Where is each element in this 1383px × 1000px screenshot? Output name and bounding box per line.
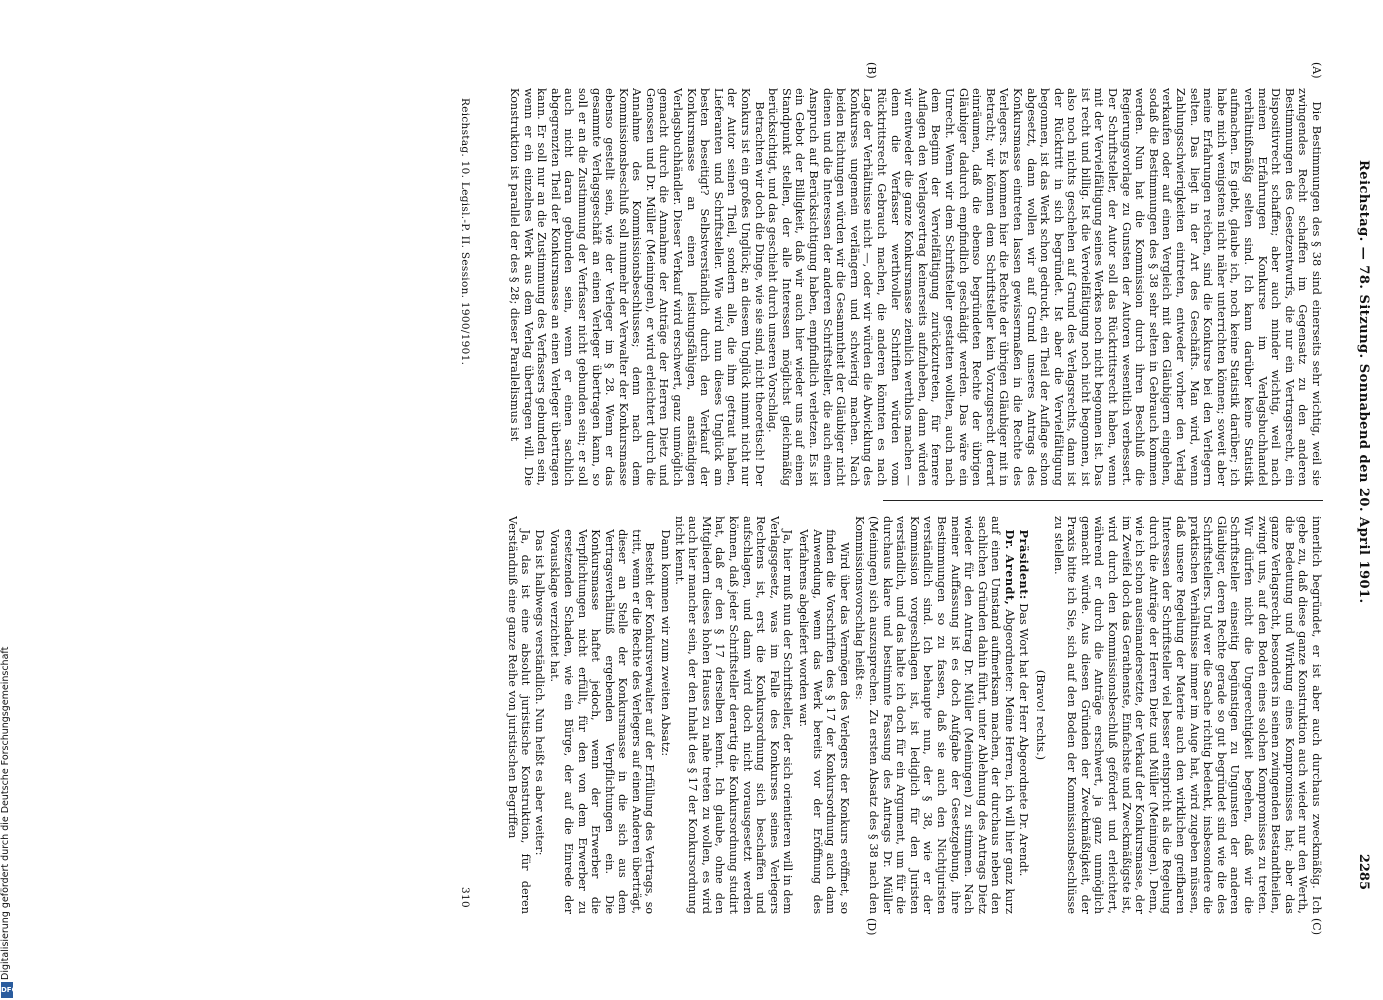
paragraph: Betrachten wir doch die Dinge, wie sie sind, nicht theoretisch! Der Konkurs ist ein großes Unglück; an diesem Unglück nimmt nicht nur der Autor seinen Theil, sondern alle, die ihm getraut haben, Lieferanten und Schriftsteller. Wie wird nun dieses Unglück am besten beseitigt? Selbstverständlich durch den Verkauf der Konkursmasse an einen leistungsfähigen, anständigen Verlagsbuchhändler. Dieser Verkauf wird erschwert, ganz unmöglich gemacht durch die Annahme der Anträge der Herren Dietz und Genossen und Dr. Müller (Meiningen), er wird erleichtert durch die Annahme des Kommissionsbeschlusses; denn nach dem Kommissionsbeschluß soll nunmehr der Verwalter der Konkursmasse ebenso gestellt sein, wie der Verleger im § 28. Wenn er das gesammte Verlagsgeschäft an einen Verleger übertragen kann, so soll er an die Zustimmung der Verfasser nicht gebunden sein; er soll auch nicht daran gebunden sein, wenn er einen sachlich abgegrenzten Theil der Konkursmasse an einen Verleger übertragen kann. Er soll nur an die Zustimmung des Verfassers gebunden sein, wenn er ein einzelnes Werk aus dem Verlag übertragen will. Die Konstruktion ist parallel der des § 28; dieser Parallelismus ist (507, 88, 766, 486)
digitization-credit (0, 600, 18, 1000)
margin-marker-a: (A) (1310, 62, 1323, 79)
paragraph: Das ist halbwegs verständlich. Nun heißt es aber weiter: (532, 529, 546, 856)
quote-text: Wird über das Vermögen des Verlegers der Konkurs eröffnet, so finden die Vorschriften des § 17 der Konkursordnung auch dann Anwendung, wenn das Werk bereits vor der Eröffnung des Verfahrens abgeliefert worden war. (797, 529, 851, 914)
right-column (478, 516, 1323, 914)
paragraph: Die Bestimmungen des § 38 sind einerseits sehr wichtig, weil sie zwingendes Recht schaffen im Gegensatz zu den anderen Bestimmungen des Gesetzentwurfs, die nur ein Vertragsrecht, ein Dispositivrecht schaffen; aber auch minder wichtig, weil nach meinen Erfahrungen Konkurse im Verlagsbuchhandel verhältnißmäßig selten sind. Ich kann darüber keine Statistik aufmachen. Es giebt, glaube ich, noch keine Statistik darüber; ich habe mich wenigstens nicht näher unterrichten können; soweit aber meine Erfahrungen reichen, sind die Konkurse bei den Verlegern selten. Das liegt in der Art des Geschäfts. Man wird, wenn Zahlungsschwierigkeiten eintreten, entweder vorher den Verlag verkaufen oder auf einen Vergleich mit den Gläubigern eingehen, sodaß die Bestimmungen des § 38 sehr selten in Gebrauch kommen werden. Nun hat die Kommission durch ihren Beschluß die Regierungsvorlage zu Gunsten der Autoren wesentlich verbessert. Der Schriftsteller, der Autor soll das Rücktrittsrecht haben, wenn mit der Vervielfältigung seines Werkes noch nicht begonnen ist. Das ist recht und billig. Ist die Vervielfältigung noch nicht begonnen, ist also noch nichts geschehen auf Grund des Verlagsrechts, dann ist der Rücktritt in sich begründet. Ist aber die Vervielfältigung begonnen, ist das Werk schon gedruckt, ein Theil der Auflage schon abgesetzt, dann wollen wir auf Grund unseres Antrags des Konkursmasse eintreten lassen gewissermaßen in die Rechte des Verlegers. Es kommen hier die Rechte der übrigen Gläubiger mit in Betracht; wir können dem Schriftsteller kein Vorzugsrecht derart einräumen, daß die ebenso begründeten Rechte der übrigen Gläubiger dadurch empfindlich geschädigt werden. Das wäre ein Unrecht. Wenn wir dem Schriftsteller gestatten wollten, auch nach dem Beginn der Vervielfältigung zurückzutreten, für fernere Auflagen den Verlagsvertrag keinerseits aufzuheben, dann würden wir entweder die ganze Konkursmasse ziemlich werthlos machen — denn die Verfasser werthvoller Schriften würden vom Rücktrittsrecht Gebrauch machen, die anderen könnten es nach Lage der Verhältnisse nicht —, oder wir würden die Abwicklung des Konkurses ungemein verlängern und schwierig machen. Nach beiden Richtungen würden wir die Gesammtheit der Gläubiger nicht dienen und die Interessen der anderen Schriftsteller, die auch einen Anspruch auf Berücksichtigung haben, empfindlich verletzen. Es ist ein Gebot der Billigkeit, daß wir auch hier wieder uns auf einen Standpunkt stellen, der alle Interessen möglichst gleichmäßig berücksichtigt, und das geschieht durch unseren Vorschlag. (766, 88, 1323, 486)
speaker-text: Abgeordneter: Meine Herren, ich will hier ganz kurz auf einen Umstand aufmerksam machen, der durchaus neben den sachlichen Gründen dahin führt, unter Ablehnung des Antrags Dietz wieder für den Antrag Dr. Müller (Meiningen) zu stimmen. Nach meiner Auffassung ist es doch Aufgabe der Gesetzgebung, ihre Bestimmungen so zu fassen, daß sie auch den Nichtjuristen verständlich sind. Ich behaupte nun, der § 38, wie er der Kommission vorgeschlagen ist, ist lediglich für den Juristen verständlich, und das halte ich doch für ein Argument, um für die durchaus klare und bestimmte Fassung des Antrags Dr. Müller (Meiningen) sich auszusprechen. Zu ersten Absatz des § 38 nach den Kommissionsvorschlag heißt es: (853, 516, 1016, 914)
margin-marker-d: (D) (865, 918, 878, 936)
president-statement (1016, 516, 1030, 914)
margin-marker-b: (B) (865, 62, 878, 79)
paragraph: Ja, das ist eine absolut juristische Konstruktion, für deren Verständniß eine ganze Reihe von juristischen Begriffen (505, 516, 533, 914)
paragraph: Ja, hier muß nun der Schriftsteller, der sich orientieren will in dem Verlagsgesetz, was im Falle des Konkurses seines Verlegers Rechtens ist, erst die Konkursordnung sich beschaffen und aufschlagen, und dann wird doch nicht vorausgesetzt werden können, daß jeder Schriftsteller derartig die Konkursordnung studirt hat, daß er den § 17 derselben kennt. Ich glaube, ohne den Mitgliedern dieses hohen Hauses zu nahe treten zu wollen, es wird auch hier mancher sein, der den Inhalt des § 17 der Konkursordnung nicht kennt. (672, 516, 795, 914)
footer-session: Reichstag. 10. Legisl.-P. II. Session. 1900/1901. (459, 98, 471, 366)
quote-block (796, 529, 850, 914)
president-text: Das Wort hat der Herr Abgeordnete Dr. Arendt. (1016, 603, 1030, 877)
margin-marker-c: (C) (1310, 918, 1323, 935)
dfg-logo: DFG (1, 982, 13, 998)
footer-sheet-number: 310 (459, 887, 471, 908)
column-divider (883, 500, 1323, 501)
paragraph: innerlich begründet, er ist aber auch durchaus zweckmäßig. Ich gebe zu, daß diese ganze Konstruktion auch wieder nur den Werth, die Bedeutung und Wirkung eines Kompromisses hat; aber das ganze Verlagsrecht, besonders in seinen zwingenden Bestandtheilen, zwingt uns, auf den Boden eines solchen Kompromisses zu treten. Wir dürfen nicht die Ungerechtigkeit begehen, daß wir die Schriftsteller einseitig begünstigen zu Ungunsten der anderen Gläubiger, deren Rechte gerade so gut begründet sind wie die des Schriftstellers. Und wer die Sache richtig bedenkt, insbesondere die praktischen Verhältnisse immer im Auge hat, wird zugeben müssen, daß unsere Regelung der Materie auch den wirklichen greifbaren Interessen der Schriftsteller viel besser entspricht als die Regelung durch die Anträge der Herren Dietz und Müller (Meiningen). Denn, wie ich schon auseinandersetzte, der Verkauf der Konkursmasse, der im Zweifel doch das Gerathenste, Einfachste und Zweckmäßigste ist, wird durch den Kommissionsbeschluß gefördert und erleichtert, während er durch die Anträge erschwert, ja ganz unmöglich gemacht würde. Aus diesen Gründen der Zweckmäßigkeit, der Praxis bitte ich Sie, sich auf den Boden der Kommissionsbeschlüsse zu stellen. (1051, 516, 1323, 914)
applause-note: (Bravo! rechts.) (1034, 669, 1048, 761)
quote-text: Besteht der Konkursverwalter auf der Erfüllung des Vertrags, so tritt, wenn er die Rechte des Verlegers auf einen Anderen überträgt, dieser an Stelle der Konkursmasse in die sich aus dem Vertragsverhältniß ergebenden Verpflichtungen ein. Die Konkursmasse haftet jedoch, wenn der Erwerber die Verpflichtungen nicht erfüllt, für den von dem Erwerber zu ersetzenden Schaden, wie ein Bürge, der auf die Einrede der Vorausklage verzichtet hat. (548, 529, 657, 914)
speaker-statement (853, 516, 1016, 914)
quote-block (548, 529, 657, 914)
speaker-label: Dr. Arendt, (1002, 529, 1017, 606)
page-title: Reichstag. — 78. Sitzung. Sonnabend den 20. April 1901. (1356, 160, 1371, 604)
paragraph: Dann kommen wir zum zweiten Absatz: (659, 529, 673, 757)
page-number: 2285 (1356, 853, 1371, 890)
credit-text: Digitalisierung gefördert durch die Deutsche Forschungsgemeinschaft (0, 646, 11, 980)
left-column (478, 88, 1323, 486)
page-header (1345, 90, 1375, 890)
president-label: Präsident: (1016, 529, 1031, 600)
